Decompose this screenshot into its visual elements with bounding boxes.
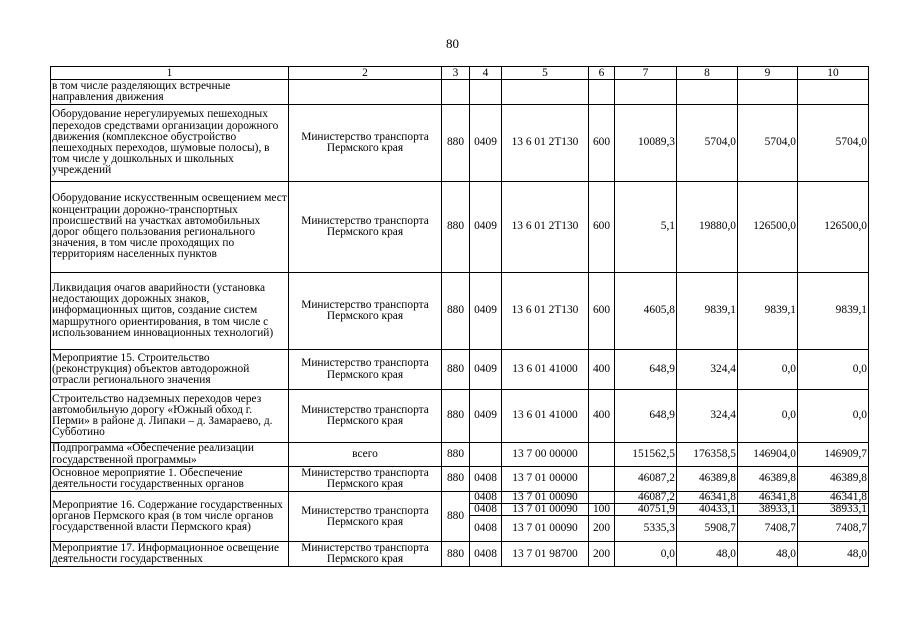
table-row: [51, 492, 869, 504]
budget-table: [50, 66, 869, 567]
row-c10-cell: 46341,8: [798, 492, 869, 504]
row-c8-cell: 48,0: [677, 542, 738, 567]
row-name-cell: Мероприятие 15. Строительство (реконструкция) объектов автодорожной отрасли регионального значения: [51, 350, 289, 390]
table-row: [51, 467, 869, 492]
row-c9-cell: 46341,8: [738, 492, 798, 504]
row-org-cell: Министерство транспорта Пермского края: [289, 273, 442, 350]
row-c3-cell: 880: [442, 492, 470, 542]
row-c7-cell: [615, 80, 677, 105]
row-c9-cell: 7408,7: [738, 516, 798, 542]
row-c3-cell: 880: [442, 467, 470, 492]
row-name-cell: Оборудование искусственным освещением мест концентрации дорожно-транспортных происшествий на участках автомобильных дорог общего пользования регионального значения, в том числе проходящих по территориям населенных пунктов: [51, 182, 289, 273]
row-c9-cell: 146904,0: [738, 443, 798, 467]
header-cell: 3: [442, 67, 470, 80]
header-cell: 4: [470, 67, 502, 80]
row-c9-cell: [738, 80, 798, 105]
table-row: [51, 443, 869, 467]
row-c4-cell: 0409: [470, 182, 502, 273]
row-c6-cell: 600: [589, 182, 615, 273]
row-c7-cell: 46087,2: [615, 492, 677, 504]
row-c4-cell: 0409: [470, 390, 502, 443]
row-c10-cell: 146909,7: [798, 443, 869, 467]
row-c4-cell: [470, 443, 502, 467]
row-c7-cell: 5,1: [615, 182, 677, 273]
row-c7-cell: 151562,5: [615, 443, 677, 467]
header-cell: 9: [738, 67, 798, 80]
row-name-cell: Строительство надземных переходов через автомобильную дорогу «Южный обход г. Перми» в районе д. Липаки – д. Замараево, д. Субботино: [51, 390, 289, 443]
row-org-cell: всего: [289, 443, 442, 467]
row-c6-cell: 400: [589, 390, 615, 443]
row-c7-cell: 46087,2: [615, 467, 677, 492]
row-c5-cell: 13 7 01 98700: [502, 542, 589, 567]
row-org-cell: Министерство транспорта Пермского края: [289, 467, 442, 492]
row-c10-cell: 38933,1: [798, 504, 869, 516]
row-c8-cell: 9839,1: [677, 273, 738, 350]
row-org-cell: Министерство транспорта Пермского края: [289, 492, 442, 542]
row-c5-cell: 13 6 01 2Т130: [502, 105, 589, 182]
row-c3-cell: 880: [442, 443, 470, 467]
table-row: [51, 390, 869, 443]
table-row: [51, 273, 869, 350]
row-c6-cell: [589, 80, 615, 105]
row-c5-cell: 13 7 01 00090: [502, 516, 589, 542]
row-c8-cell: 5704,0: [677, 105, 738, 182]
row-c4-cell: [470, 80, 502, 105]
header-cell: 10: [798, 67, 869, 80]
header-cell: 1: [51, 67, 289, 80]
row-c8-cell: 19880,0: [677, 182, 738, 273]
row-name-cell: в том числе разделяющих встречные направления движения: [51, 80, 289, 105]
header-row: [51, 67, 869, 80]
row-c4-cell: 0408: [470, 492, 502, 504]
header-cell: 7: [615, 67, 677, 80]
row-c6-cell: [589, 467, 615, 492]
row-c3-cell: 880: [442, 390, 470, 443]
row-c10-cell: 0,0: [798, 350, 869, 390]
row-c4-cell: 0408: [470, 516, 502, 542]
row-c3-cell: 880: [442, 350, 470, 390]
row-org-cell: Министерство транспорта Пермского края: [289, 105, 442, 182]
row-name-cell: Ликвидация очагов аварийности (установка недостающих дорожных знаков, информационных щитов, создание систем маршрутного ориентирования, в том числе с использованием инновационных технологий): [51, 273, 289, 350]
row-c5-cell: [502, 80, 589, 105]
row-c4-cell: 0408: [470, 467, 502, 492]
row-c8-cell: 176358,5: [677, 443, 738, 467]
row-c7-cell: 648,9: [615, 350, 677, 390]
header-cell: 8: [677, 67, 738, 80]
row-c7-cell: 0,0: [615, 542, 677, 567]
row-c6-cell: 400: [589, 350, 615, 390]
row-name-cell: Подпрограмма «Обеспечение реализации государственной программы»: [51, 443, 289, 467]
row-c6-cell: 200: [589, 542, 615, 567]
row-name-cell: Оборудование нерегулируемых пешеходных переходов средствами организации дорожного движения (комплексное обустройство пешеходных переходов, шумовые полосы), в том числе у дошкольных и школьных учреждений: [51, 105, 289, 182]
row-c8-cell: 46341,8: [677, 492, 738, 504]
row-c5-cell: 13 7 00 00000: [502, 443, 589, 467]
row-c7-cell: 5335,3: [615, 516, 677, 542]
table-row: [51, 182, 869, 273]
row-c6-cell: [589, 492, 615, 504]
row-c8-cell: 40433,1: [677, 504, 738, 516]
row-c10-cell: 46389,8: [798, 467, 869, 492]
row-c9-cell: 46389,8: [738, 467, 798, 492]
row-c5-cell: 13 6 01 2Т130: [502, 182, 589, 273]
table-row: [51, 80, 869, 105]
row-org-cell: Министерство транспорта Пермского края: [289, 182, 442, 273]
row-org-cell: Министерство транспорта Пермского края: [289, 350, 442, 390]
row-c9-cell: 0,0: [738, 390, 798, 443]
row-c7-cell: 10089,3: [615, 105, 677, 182]
header-cell: 6: [589, 67, 615, 80]
row-c9-cell: 48,0: [738, 542, 798, 567]
row-org-cell: Министерство транспорта Пермского края: [289, 390, 442, 443]
row-c7-cell: 648,9: [615, 390, 677, 443]
header-cell: 2: [289, 67, 442, 80]
row-c6-cell: 600: [589, 273, 615, 350]
row-c6-cell: 100: [589, 504, 615, 516]
row-c8-cell: 46389,8: [677, 467, 738, 492]
row-c4-cell: 0409: [470, 105, 502, 182]
row-name-cell: Мероприятие 16. Содержание государственных органов Пермского края (в том числе органов государственной власти Пермского края): [51, 492, 289, 542]
row-c10-cell: 0,0: [798, 390, 869, 443]
row-c10-cell: 9839,1: [798, 273, 869, 350]
row-c5-cell: 13 7 01 00090: [502, 492, 589, 504]
row-c10-cell: [798, 80, 869, 105]
row-c4-cell: 0409: [470, 350, 502, 390]
row-c6-cell: [589, 443, 615, 467]
row-c8-cell: 324,4: [677, 390, 738, 443]
page-number: 80: [446, 36, 459, 51]
row-c3-cell: 880: [442, 105, 470, 182]
row-c5-cell: 13 6 01 41000: [502, 350, 589, 390]
table-row: [51, 542, 869, 567]
row-c9-cell: 126500,0: [738, 182, 798, 273]
row-c10-cell: 126500,0: [798, 182, 869, 273]
row-c8-cell: [677, 80, 738, 105]
table-row: [51, 350, 869, 390]
row-c5-cell: 13 6 01 2Т130: [502, 273, 589, 350]
row-c6-cell: 600: [589, 105, 615, 182]
row-org-cell: [289, 80, 442, 105]
row-c5-cell: 13 7 01 00000: [502, 467, 589, 492]
row-name-cell: Мероприятие 17. Информационное освещение деятельности государственных: [51, 542, 289, 567]
row-c7-cell: 4605,8: [615, 273, 677, 350]
row-c3-cell: 880: [442, 182, 470, 273]
row-c3-cell: 880: [442, 542, 470, 567]
row-c10-cell: 5704,0: [798, 105, 869, 182]
row-c10-cell: 7408,7: [798, 516, 869, 542]
row-org-cell: Министерство транспорта Пермского края: [289, 542, 442, 567]
header-cell: 5: [502, 67, 589, 80]
row-c8-cell: 5908,7: [677, 516, 738, 542]
row-name-cell: Основное мероприятие 1. Обеспечение деятельности государственных органов: [51, 467, 289, 492]
row-c3-cell: [442, 80, 470, 105]
row-c10-cell: 48,0: [798, 542, 869, 567]
row-c6-cell: 200: [589, 516, 615, 542]
row-c7-cell: 40751,9: [615, 504, 677, 516]
row-c4-cell: 0408: [470, 542, 502, 567]
row-c8-cell: 324,4: [677, 350, 738, 390]
row-c4-cell: 0409: [470, 273, 502, 350]
row-c4-cell: 0408: [470, 504, 502, 516]
row-c3-cell: 880: [442, 273, 470, 350]
row-c9-cell: 38933,1: [738, 504, 798, 516]
row-c5-cell: 13 6 01 41000: [502, 390, 589, 443]
row-c9-cell: 5704,0: [738, 105, 798, 182]
row-c9-cell: 9839,1: [738, 273, 798, 350]
table-row: [51, 105, 869, 182]
row-c9-cell: 0,0: [738, 350, 798, 390]
row-c5-cell: 13 7 01 00090: [502, 504, 589, 516]
